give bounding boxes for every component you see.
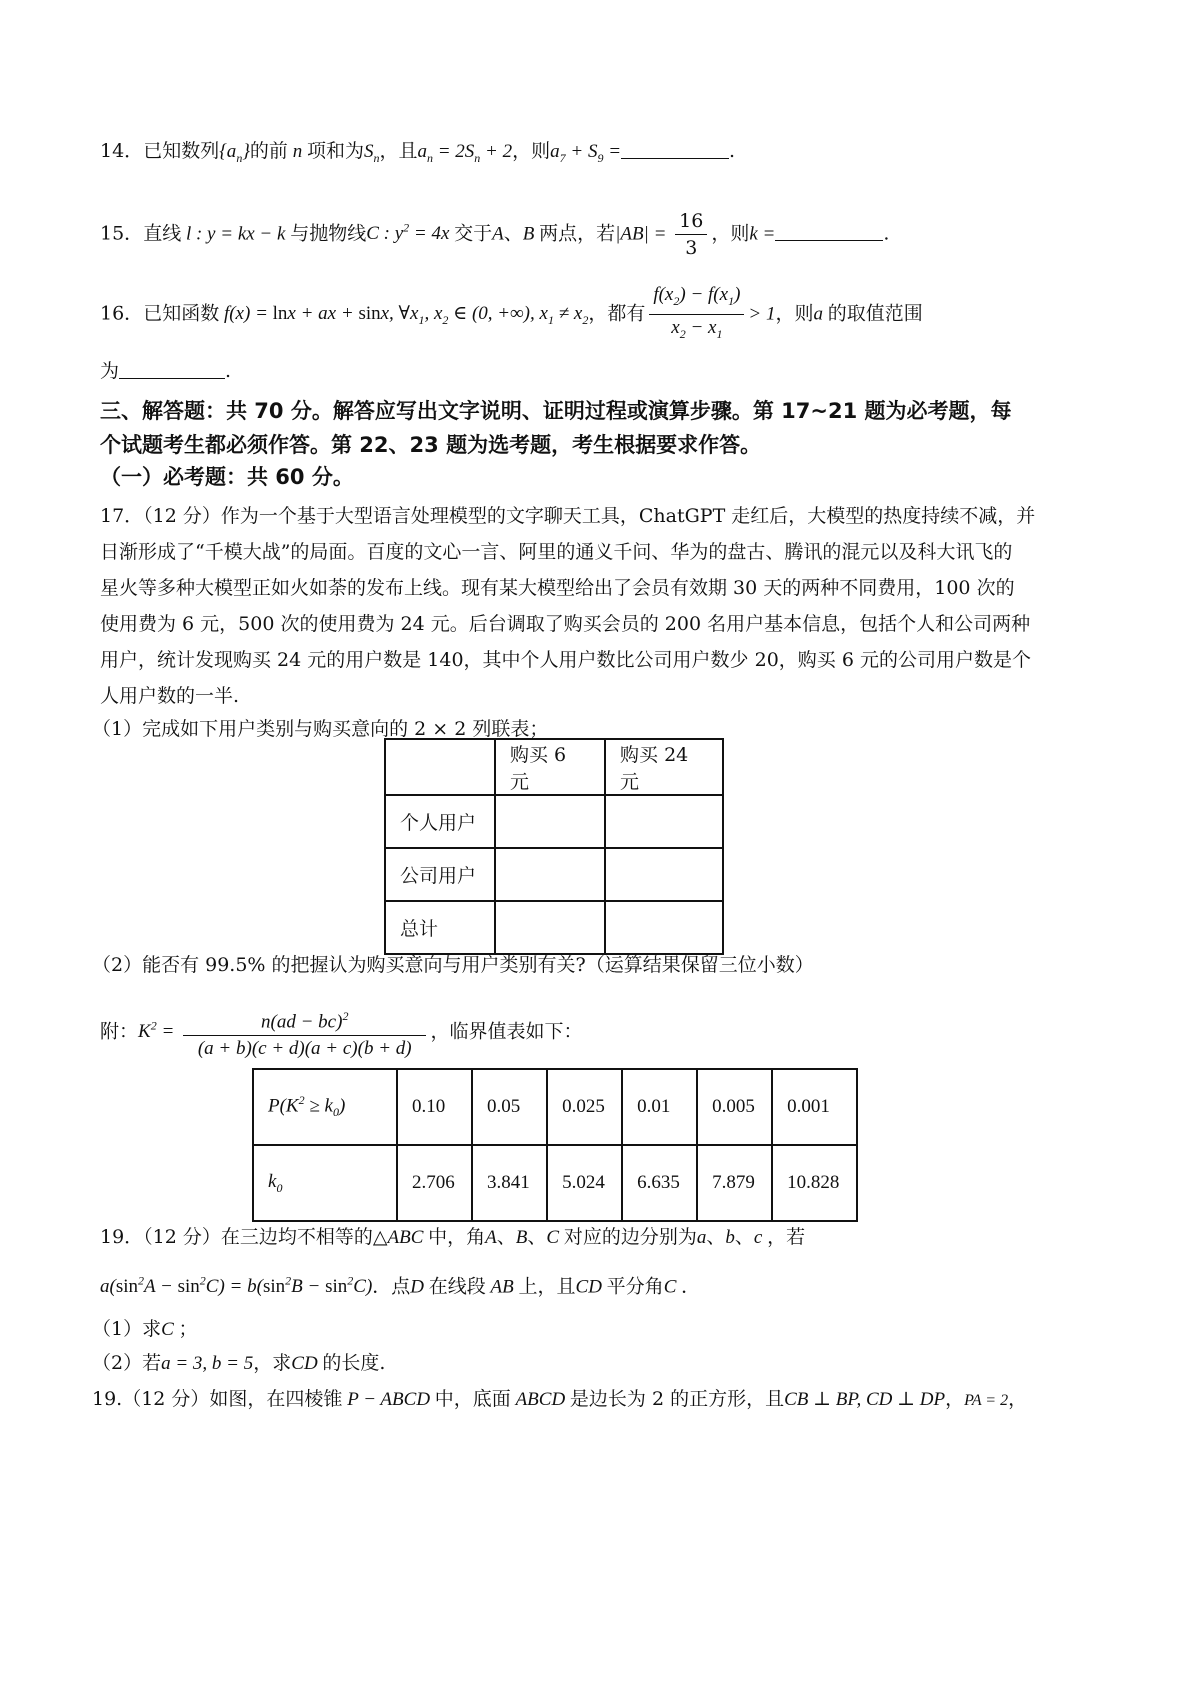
k-value-cell: 5.024	[547, 1145, 622, 1221]
question-14: 14．已知数列$\{a_n\}$的前 n 项和为$S_n$，且$a_n = 2S_n + 2$，则$a_7 + S_9$ = .	[100, 140, 736, 165]
q17-line-1: 17．（12 分）作为一个基于大型语言处理模型的文字聊天工具，ChatGPT 走红后，大模型的热度持续不减，并	[100, 505, 1036, 527]
q14-target: $a_7 + S_9$ =	[550, 141, 622, 165]
sine-condition: $a(\sin^2A - \sin^2C) = b(\sin^2B - \sin^2C)$	[100, 1274, 373, 1298]
table-header-cell: 购买 24 元	[605, 739, 723, 795]
row-label: 个人用户	[385, 795, 495, 848]
table-cell-empty[interactable]	[495, 848, 605, 901]
table-row	[385, 739, 723, 795]
q17-line-5: 用户，统计发现购买 24 元的用户数是 140，其中个人用户数比公司用户数少 20，购买 6 元的公司用户数是个	[100, 649, 1031, 671]
table-cell-empty[interactable]	[495, 795, 605, 848]
q17-line-4: 使用费为 6 元，500 次的使用费为 24 元。后台调取了购买会员的 200 名用户基本信息，包括个人和公司两种	[100, 613, 1031, 635]
critical-value-table	[252, 1068, 858, 1222]
k-value-cell: 3.841	[472, 1145, 547, 1221]
answer-blank-14[interactable]	[621, 138, 729, 159]
pyramid-p-abcd: P − ABCD	[342, 1389, 435, 1410]
q17-part-1: （1）完成如下用户类别与购买意向的 2 × 2 列联表；	[92, 718, 549, 740]
q17-line-3: 星火等多种大模型正如火如荼的发布上线。现有某大模型给出了会员有效期 30 天的两种不同费用，100 次的	[100, 577, 1015, 599]
table-cell-empty[interactable]	[495, 901, 605, 954]
table-row	[253, 1069, 857, 1145]
table-row	[385, 901, 723, 954]
table-row	[385, 848, 723, 901]
p-value-cell: 0.01	[622, 1069, 697, 1145]
q19-part-1: （1）求C ；	[92, 1318, 198, 1340]
k-value-cell: 7.879	[697, 1145, 772, 1221]
p-value-cell: 0.05	[472, 1069, 547, 1145]
formula-appendix: 附：$K^2$ = $\frac{n(ad - bc)^2}{(a + b)(c + d)(a + c)(b + d)}$ ，临界值表如下：	[100, 996, 1104, 1062]
p-value-cell: 0.10	[397, 1069, 472, 1145]
section-3-heading-line1: 三、解答题：共 70 分。解答应写出文字说明、证明过程或演算步骤。第 17~21 题为必考题，每	[100, 399, 1012, 423]
table-header-cell: 购买 6 元	[495, 739, 605, 795]
table-header-cell	[385, 739, 495, 795]
row-label: 公司用户	[385, 848, 495, 901]
parabola-c-equation: C : $y^2 = 4x$	[366, 221, 455, 245]
question-16: 16．已知函数 f(x) = lnx + ax + sinx, $\forall x_1$, $x_2$ ∈ (0, +∞), $x_1 \ne x_2$，都有 $\frac{f(x_2) - f(x_1)}{x_2 - x_1}$ > 1，则a 的取值范围	[100, 282, 1104, 348]
k-value-cell: 2.706	[397, 1145, 472, 1221]
q17-part-2: （2）能否有 99.5% 的把握认为购买意向与用户类别有关?（运算结果保留三位小数）	[92, 954, 814, 976]
line-l-equation: l : y = kx − k	[181, 223, 291, 245]
question-16-line2: 为 .	[100, 360, 232, 382]
q19-part-2: （2）若a = 3, b = 5，求CD 的长度.	[92, 1352, 386, 1374]
row-label: 总计	[385, 901, 495, 954]
q14-number: 14．	[100, 140, 144, 162]
triangle-abc: △ABC	[372, 1227, 429, 1248]
p-value-cell: 0.025	[547, 1069, 622, 1145]
table-cell-empty[interactable]	[605, 795, 723, 848]
answer-blank-15[interactable]	[775, 220, 883, 241]
table-cell-empty[interactable]	[605, 901, 723, 954]
contingency-table	[384, 738, 724, 955]
question-19-condition: $a(\sin^2A - \sin^2C) = b(\sin^2B - \sin^2C)$．点D 在线段 AB 上，且CD 平分角C ．	[100, 1274, 701, 1298]
k-value-cell: 6.635	[622, 1145, 697, 1221]
section-3-subheading: （一）必考题：共 60 分。	[100, 465, 354, 489]
perpendicular-conditions: CB ⊥ BP, CD ⊥ DP	[784, 1389, 946, 1410]
q17-line-2: 日渐形成了“千模大战”的局面。百度的文心一言、阿里的通义千问、华为的盘古、腾讯的混元以及科大讯飞的	[100, 541, 1013, 563]
table-row	[253, 1145, 857, 1221]
table-cell-empty[interactable]	[605, 848, 723, 901]
table-row	[385, 795, 723, 848]
difference-quotient: $\frac{f(x_2) - f(x_1)}{x_2 - x_1}$	[649, 282, 744, 347]
k-value-cell: 10.828	[772, 1145, 857, 1221]
question-19-triangle: 19．（12 分）在三边均不相等的△ABC 中，角A、B、C 对应的边分别为a、b、c ，若	[100, 1226, 806, 1248]
probability-header: $P(K^2 \ge k_0)$	[253, 1069, 397, 1145]
k-squared-symbol: $K^2$ =	[138, 1019, 180, 1043]
answer-blank-16[interactable]	[119, 358, 225, 379]
sequence-an: $\{a_n\}$	[219, 141, 250, 165]
section-3-heading-line2: 个试题考生都必须作答。第 22、23 题为选考题，考生根据要求作答。	[100, 433, 762, 457]
q14-condition: $a_n = 2S_n + 2$	[417, 141, 513, 165]
k0-header: $k_0$	[253, 1145, 397, 1221]
p-value-cell: 0.005	[697, 1069, 772, 1145]
question-15: 15．直线 l : y = kx − k 与抛物线C : $y^2 = 4x$ 交于A、B 两点，若|AB| = $\frac{16}{3}$ ，则k = .	[100, 209, 890, 259]
pa-length: PA = 2	[964, 1392, 1009, 1409]
function-f-definition: f(x) = lnx + ax + sinx, $\forall x_1$, $x_2$ ∈ (0, +∞), $x_1 \ne x_2$	[219, 303, 589, 328]
q17-line-6: 人用户数的一半.	[100, 685, 240, 707]
question-19-pyramid: 19.（12 分）如图，在四棱锥 P − ABCD 中，底面 ABCD 是边长为 2 的正方形，且CB ⊥ BP, CD ⊥ DP，PA = 2，	[92, 1388, 1028, 1410]
k-squared-formula: $\frac{n(ad - bc)^2}{(a + b)(c + d)(a + c)(b + d)}$	[183, 1003, 426, 1062]
p-value-cell: 0.001	[772, 1069, 857, 1145]
fraction-16-3: $\frac{16}{3}$	[675, 208, 707, 261]
